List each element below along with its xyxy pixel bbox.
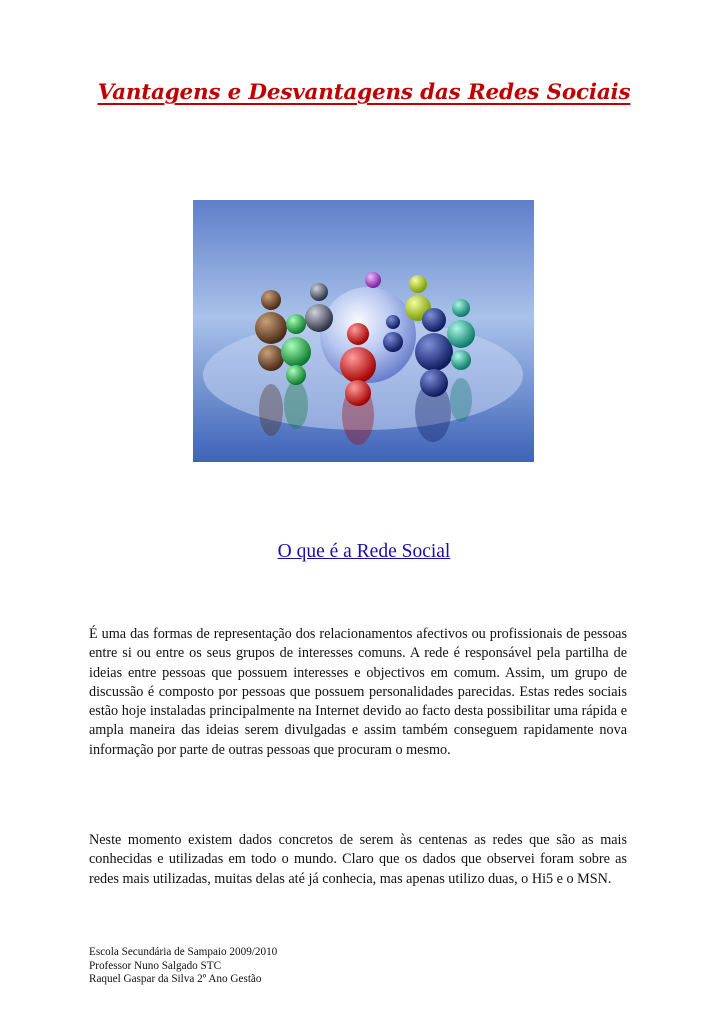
paragraph-networks: Neste momento existem dados concretos de serem às centenas as redes que são as mais conhecidas e utilizadas em todo o mundo. Claro que os dados que observei foram sobre as redes mais utilizadas, muitas delas até já conhecia, mas apenas utilizo duas, o Hi5 e o MSN. xyxy=(89,832,627,887)
footer-teacher: Professor Nuno Salgado STC xyxy=(89,959,222,972)
document-title xyxy=(0,80,728,105)
document-title-text: Vantagens e Desvantagens das Redes Sociais xyxy=(97,80,631,105)
section-heading xyxy=(0,541,728,563)
footer-student: Raquel Gaspar da Silva 2º Ano Gestão xyxy=(89,973,262,986)
paragraph-definition: É uma das formas de representação dos relacionamentos afectivos ou profissionais de pessoas entre si ou entre os seus grupos de interesses comuns. A rede é responsável pela partilha de ideias entre pessoas que possuem interesses e objectivos em comum. Assim, um grupo de discussão é composto por pessoas que possuem personalidades parecidas. Estas redes sociais estão hoje instaladas principalmente na Internet devido ao facto desta possibilitar uma rápida e ampla maneira das ideias serem divulgadas e assim também conseguem rapidamente nova informação por parte de outras pessoas que procuram o mesmo. xyxy=(89,626,627,758)
social-network-illustration xyxy=(193,200,534,462)
footer xyxy=(89,946,277,987)
section-heading-link[interactable]: O que é a Rede Social xyxy=(277,541,451,562)
footer-school: Escola Secundária de Sampaio 2009/2010 xyxy=(89,946,278,958)
